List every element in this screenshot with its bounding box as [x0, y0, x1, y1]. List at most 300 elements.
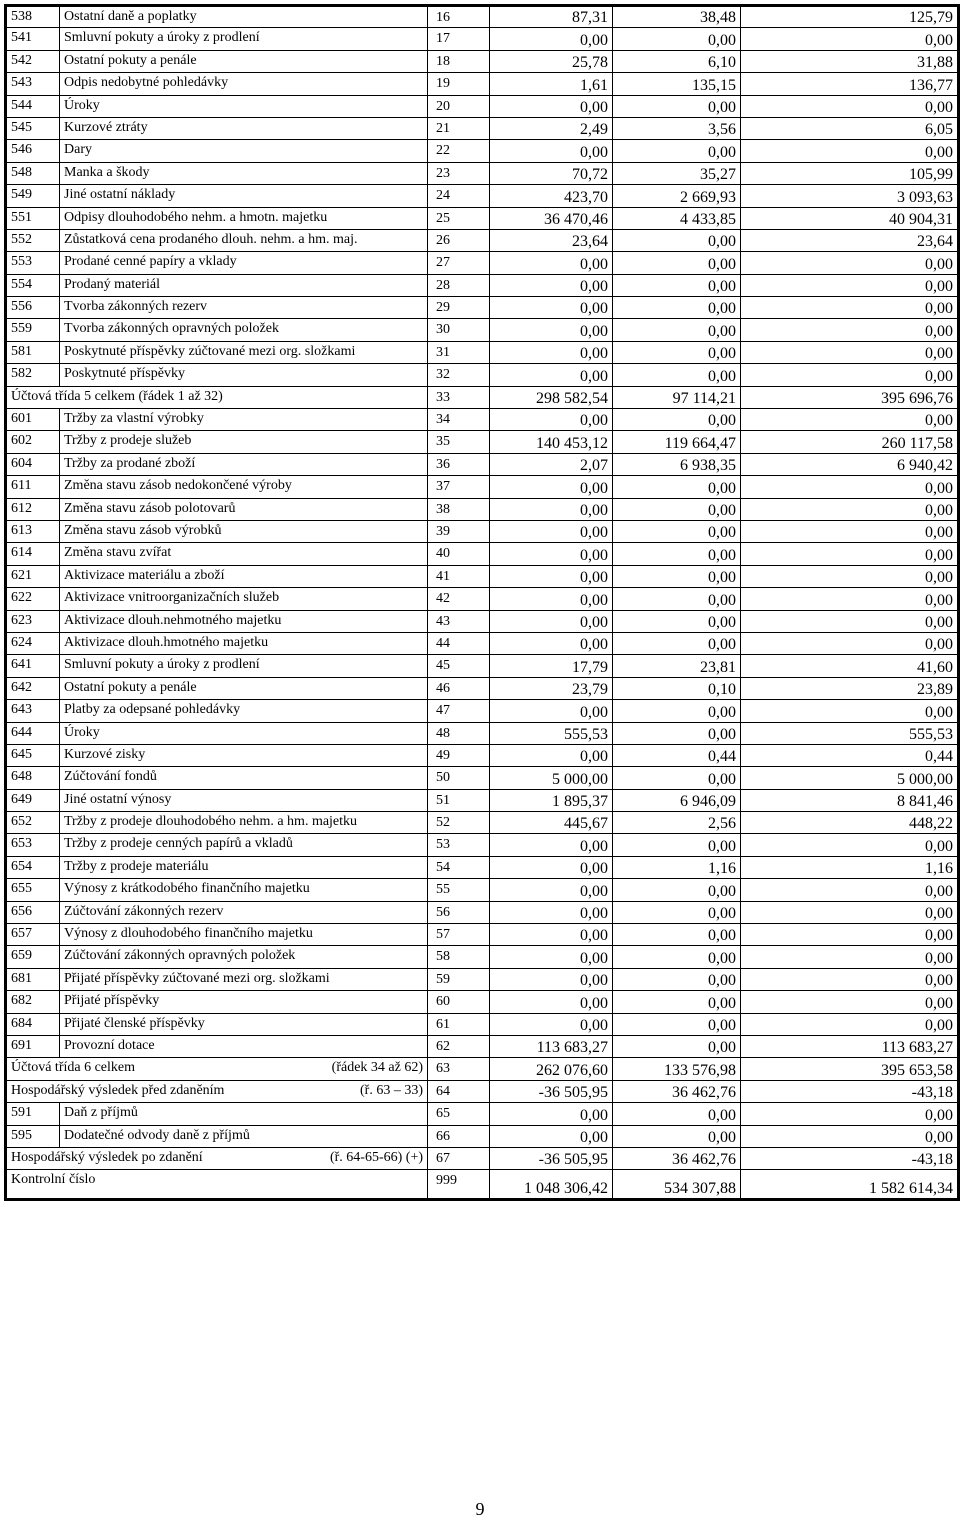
account-name-cell: Odpis nedobytné pohledávky [60, 73, 428, 95]
account-name-cell: Výnosy z dlouhodobého finančního majetku [60, 924, 428, 946]
value-cell-b: 2 669,93 [613, 185, 741, 207]
account-name-cell: Tržby z prodeje dlouhodobého nehm. a hm. majetku [60, 812, 428, 834]
value-cell-a: 555,53 [490, 722, 613, 744]
value-cell-a: 0,00 [490, 476, 613, 498]
value-cell-a: 0,00 [490, 901, 613, 923]
row-number-cell: 67 [428, 1147, 490, 1169]
page-number: 9 [475, 1499, 485, 1519]
row-number-cell: 51 [428, 789, 490, 811]
value-cell-b: 0,00 [613, 297, 741, 319]
table-row [6, 677, 959, 699]
table-row [6, 924, 959, 946]
row-number-cell: 50 [428, 767, 490, 789]
account-name-cell: Kurzové zisky [60, 744, 428, 766]
summary-label: Hospodářský výsledek před zdaněním [11, 1082, 225, 1098]
summary-label-cell [6, 1170, 428, 1200]
value-cell-a: 0,00 [490, 364, 613, 386]
value-cell-total: 395 696,76 [741, 386, 959, 408]
row-number-cell: 36 [428, 453, 490, 475]
row-number-cell: 17 [428, 28, 490, 50]
account-name-cell: Prodané cenné papíry a vklady [60, 252, 428, 274]
account-number-cell: 682 [6, 991, 60, 1013]
account-name-cell: Kurzové ztráty [60, 117, 428, 139]
table-row [6, 252, 959, 274]
account-name-cell: Tržby za vlastní výrobky [60, 409, 428, 431]
value-cell-total: 0,00 [741, 834, 959, 856]
row-number-cell: 66 [428, 1125, 490, 1147]
account-number-cell: 541 [6, 28, 60, 50]
table-row [6, 386, 959, 408]
table-row [6, 431, 959, 453]
account-number-cell: 549 [6, 185, 60, 207]
table-row [6, 341, 959, 363]
value-cell-b: 97 114,21 [613, 386, 741, 408]
value-cell-b: 0,00 [613, 968, 741, 990]
account-number-cell: 653 [6, 834, 60, 856]
summary-label: Účtová třída 5 celkem (řádek 1 až 32) [11, 388, 223, 404]
account-number-cell: 551 [6, 207, 60, 229]
value-cell-a: 0,00 [490, 543, 613, 565]
value-cell-total: 23,64 [741, 229, 959, 251]
table-row [6, 117, 959, 139]
account-number-cell: 652 [6, 812, 60, 834]
value-cell-b: 135,15 [613, 73, 741, 95]
value-cell-total: 6,05 [741, 117, 959, 139]
account-number-cell: 648 [6, 767, 60, 789]
value-cell-a: 0,00 [490, 341, 613, 363]
value-cell-total: 0,00 [741, 520, 959, 542]
account-name-cell: Aktivizace vnitroorganizačních služeb [60, 588, 428, 610]
value-cell-total: 0,00 [741, 476, 959, 498]
row-number-cell: 48 [428, 722, 490, 744]
income-statement-table [4, 4, 960, 1201]
account-name-cell: Poskytnuté příspěvky zúčtované mezi org. složkami [60, 341, 428, 363]
row-number-cell: 33 [428, 386, 490, 408]
account-number-cell: 546 [6, 140, 60, 162]
table-row [6, 207, 959, 229]
value-cell-total: 40 904,31 [741, 207, 959, 229]
table-row [6, 588, 959, 610]
value-cell-b: 6 946,09 [613, 789, 741, 811]
value-cell-total: 0,00 [741, 879, 959, 901]
value-cell-b: 0,10 [613, 677, 741, 699]
value-cell-a: 17,79 [490, 655, 613, 677]
row-number-cell: 25 [428, 207, 490, 229]
table-row [6, 543, 959, 565]
table-row [6, 767, 959, 789]
row-number-cell: 53 [428, 834, 490, 856]
account-name-cell: Dodatečné odvody daně z příjmů [60, 1125, 428, 1147]
summary-note: (řádek 34 až 62) [331, 1060, 423, 1076]
row-number-cell: 999 [428, 1170, 490, 1200]
table-row [6, 1035, 959, 1057]
value-cell-total: 0,00 [741, 95, 959, 117]
row-number-cell: 56 [428, 901, 490, 923]
value-cell-a: 5 000,00 [490, 767, 613, 789]
table-row [6, 856, 959, 878]
value-cell-total: 0,00 [741, 565, 959, 587]
value-cell-a: 262 076,60 [490, 1058, 613, 1080]
value-cell-a: 0,00 [490, 632, 613, 654]
value-cell-b: 0,00 [613, 946, 741, 968]
row-number-cell: 55 [428, 879, 490, 901]
value-cell-a: 0,00 [490, 1013, 613, 1035]
row-number-cell: 62 [428, 1035, 490, 1057]
row-number-cell: 57 [428, 924, 490, 946]
value-cell-total: 0,00 [741, 1125, 959, 1147]
value-cell-a: 0,00 [490, 946, 613, 968]
value-cell-a: 140 453,12 [490, 431, 613, 453]
row-number-cell: 30 [428, 319, 490, 341]
table-row [6, 610, 959, 632]
account-name-cell: Tržby za prodané zboží [60, 453, 428, 475]
row-number-cell: 40 [428, 543, 490, 565]
table-row [6, 946, 959, 968]
value-cell-a: 0,00 [490, 856, 613, 878]
table-row [6, 1080, 959, 1102]
value-cell-a: 445,67 [490, 812, 613, 834]
value-cell-total: 260 117,58 [741, 431, 959, 453]
value-cell-b: 0,00 [613, 409, 741, 431]
value-cell-b: 6 938,35 [613, 453, 741, 475]
value-cell-a: 0,00 [490, 252, 613, 274]
account-name-cell: Aktivizace materiálu a zboží [60, 565, 428, 587]
value-cell-a: 423,70 [490, 185, 613, 207]
account-name-cell: Poskytnuté příspěvky [60, 364, 428, 386]
value-cell-total: 0,00 [741, 700, 959, 722]
value-cell-a: 25,78 [490, 50, 613, 72]
value-cell-total: 1,16 [741, 856, 959, 878]
value-cell-a: 0,00 [490, 744, 613, 766]
value-cell-a: 0,00 [490, 968, 613, 990]
value-cell-b: 0,00 [613, 700, 741, 722]
account-number-cell: 649 [6, 789, 60, 811]
value-cell-total: 0,00 [741, 991, 959, 1013]
row-number-cell: 46 [428, 677, 490, 699]
account-number-cell: 595 [6, 1125, 60, 1147]
value-cell-total: 448,22 [741, 812, 959, 834]
account-name-cell: Ostatní daně a poplatky [60, 6, 428, 28]
row-number-cell: 35 [428, 431, 490, 453]
value-cell-b: 0,44 [613, 744, 741, 766]
value-cell-a: 0,00 [490, 140, 613, 162]
table-row [6, 812, 959, 834]
value-cell-total: 0,00 [741, 274, 959, 296]
value-cell-total: 23,89 [741, 677, 959, 699]
account-name-cell: Aktivizace dlouh.hmotného majetku [60, 632, 428, 654]
value-cell-total: 0,00 [741, 632, 959, 654]
account-number-cell: 643 [6, 700, 60, 722]
account-number-cell: 591 [6, 1103, 60, 1125]
value-cell-b: 6,10 [613, 50, 741, 72]
summary-label-cell [6, 1058, 428, 1080]
table-row [6, 229, 959, 251]
value-cell-b: 0,00 [613, 588, 741, 610]
account-name-cell: Tržby z prodeje cenných papírů a vkladů [60, 834, 428, 856]
value-cell-a: 0,00 [490, 879, 613, 901]
table-row [6, 879, 959, 901]
value-cell-b: 0,00 [613, 319, 741, 341]
value-cell-total: 0,00 [741, 28, 959, 50]
value-cell-total: 0,00 [741, 946, 959, 968]
row-number-cell: 16 [428, 6, 490, 28]
row-number-cell: 43 [428, 610, 490, 632]
value-cell-a: 0,00 [490, 610, 613, 632]
table-row [6, 185, 959, 207]
row-number-cell: 29 [428, 297, 490, 319]
row-number-cell: 23 [428, 162, 490, 184]
row-number-cell: 39 [428, 520, 490, 542]
value-cell-total: 0,00 [741, 297, 959, 319]
value-cell-a: 2,49 [490, 117, 613, 139]
account-name-cell: Tržby z prodeje materiálu [60, 856, 428, 878]
account-number-cell: 624 [6, 632, 60, 654]
row-number-cell: 37 [428, 476, 490, 498]
value-cell-b: 0,00 [613, 252, 741, 274]
account-number-cell: 581 [6, 341, 60, 363]
account-name-cell: Úroky [60, 95, 428, 117]
table-row [6, 319, 959, 341]
value-cell-a: 298 582,54 [490, 386, 613, 408]
account-name-cell: Smluvní pokuty a úroky z prodlení [60, 28, 428, 50]
row-number-cell: 27 [428, 252, 490, 274]
value-cell-total: 0,00 [741, 252, 959, 274]
summary-note: (ř. 63 – 33) [360, 1082, 423, 1098]
value-cell-a: 70,72 [490, 162, 613, 184]
value-cell-b: 36 462,76 [613, 1147, 741, 1169]
account-number-cell: 545 [6, 117, 60, 139]
row-number-cell: 21 [428, 117, 490, 139]
value-cell-total: 5 000,00 [741, 767, 959, 789]
account-name-cell: Ostatní pokuty a penále [60, 677, 428, 699]
value-cell-total: 113 683,27 [741, 1035, 959, 1057]
table-row [6, 834, 959, 856]
value-cell-a: 36 470,46 [490, 207, 613, 229]
summary-label-cell [6, 1147, 428, 1169]
account-name-cell: Přijaté příspěvky zúčtované mezi org. složkami [60, 968, 428, 990]
table-row [6, 901, 959, 923]
row-number-cell: 52 [428, 812, 490, 834]
value-cell-total: 8 841,46 [741, 789, 959, 811]
account-name-cell: Změna stavu zásob nedokončené výroby [60, 476, 428, 498]
value-cell-a: 1 048 306,42 [490, 1170, 613, 1200]
account-name-cell: Tvorba zákonných rezerv [60, 297, 428, 319]
summary-note: (ř. 64-65-66) (+) [329, 1149, 423, 1165]
value-cell-b: 0,00 [613, 498, 741, 520]
value-cell-b: 36 462,76 [613, 1080, 741, 1102]
value-cell-b: 0,00 [613, 341, 741, 363]
value-cell-b: 0,00 [613, 476, 741, 498]
account-number-cell: 684 [6, 1013, 60, 1035]
table-row [6, 364, 959, 386]
row-number-cell: 22 [428, 140, 490, 162]
account-number-cell: 552 [6, 229, 60, 251]
value-cell-total: 0,00 [741, 498, 959, 520]
row-number-cell: 54 [428, 856, 490, 878]
account-number-cell: 641 [6, 655, 60, 677]
table-row [6, 1058, 959, 1080]
row-number-cell: 41 [428, 565, 490, 587]
row-number-cell: 42 [428, 588, 490, 610]
account-name-cell: Tržby z prodeje služeb [60, 431, 428, 453]
table-row [6, 722, 959, 744]
value-cell-b: 0,00 [613, 1125, 741, 1147]
value-cell-b: 0,00 [613, 632, 741, 654]
value-cell-b: 0,00 [613, 610, 741, 632]
value-cell-total: 0,00 [741, 588, 959, 610]
value-cell-b: 1,16 [613, 856, 741, 878]
account-name-cell: Daň z příjmů [60, 1103, 428, 1125]
row-number-cell: 58 [428, 946, 490, 968]
account-number-cell: 654 [6, 856, 60, 878]
account-name-cell: Zůstatková cena prodaného dlouh. nehm. a hm. maj. [60, 229, 428, 251]
account-number-cell: 614 [6, 543, 60, 565]
table-row [6, 1103, 959, 1125]
value-cell-a: 0,00 [490, 520, 613, 542]
row-number-cell: 64 [428, 1080, 490, 1102]
account-number-cell: 645 [6, 744, 60, 766]
value-cell-b: 0,00 [613, 565, 741, 587]
value-cell-b: 133 576,98 [613, 1058, 741, 1080]
account-name-cell: Aktivizace dlouh.nehmotného majetku [60, 610, 428, 632]
value-cell-total: 125,79 [741, 6, 959, 28]
account-name-cell: Smluvní pokuty a úroky z prodlení [60, 655, 428, 677]
value-cell-b: 0,00 [613, 229, 741, 251]
row-number-cell: 34 [428, 409, 490, 431]
row-number-cell: 32 [428, 364, 490, 386]
value-cell-total: 0,00 [741, 543, 959, 565]
table-row [6, 520, 959, 542]
value-cell-a: 2,07 [490, 453, 613, 475]
account-name-cell: Úroky [60, 722, 428, 744]
row-number-cell: 47 [428, 700, 490, 722]
account-name-cell: Jiné ostatní výnosy [60, 789, 428, 811]
value-cell-a: 0,00 [490, 588, 613, 610]
value-cell-total: 0,00 [741, 1103, 959, 1125]
account-name-cell: Manka a škody [60, 162, 428, 184]
table-row [6, 50, 959, 72]
table-row [6, 409, 959, 431]
value-cell-total: 6 940,42 [741, 453, 959, 475]
account-name-cell: Platby za odepsané pohledávky [60, 700, 428, 722]
value-cell-a: 1,61 [490, 73, 613, 95]
summary-label: Kontrolní číslo [11, 1172, 96, 1188]
account-name-cell: Provozní dotace [60, 1035, 428, 1057]
value-cell-b: 0,00 [613, 274, 741, 296]
value-cell-b: 0,00 [613, 95, 741, 117]
value-cell-b: 0,00 [613, 1103, 741, 1125]
account-name-cell: Tvorba zákonných opravných položek [60, 319, 428, 341]
account-name-cell: Přijaté členské příspěvky [60, 1013, 428, 1035]
value-cell-a: 0,00 [490, 498, 613, 520]
value-cell-a: 0,00 [490, 700, 613, 722]
value-cell-total: 0,44 [741, 744, 959, 766]
value-cell-b: 0,00 [613, 1013, 741, 1035]
table-row [6, 140, 959, 162]
value-cell-b: 0,00 [613, 1035, 741, 1057]
value-cell-total: 0,00 [741, 968, 959, 990]
table-row [6, 95, 959, 117]
value-cell-b: 38,48 [613, 6, 741, 28]
value-cell-b: 534 307,88 [613, 1170, 741, 1200]
value-cell-total: 555,53 [741, 722, 959, 744]
table-row [6, 700, 959, 722]
value-cell-b: 119 664,47 [613, 431, 741, 453]
value-cell-total: -43,18 [741, 1147, 959, 1169]
summary-label: Hospodářský výsledek po zdanění [11, 1149, 203, 1165]
account-number-cell: 621 [6, 565, 60, 587]
value-cell-b: 0,00 [613, 722, 741, 744]
row-number-cell: 31 [428, 341, 490, 363]
summary-label-cell [6, 1080, 428, 1102]
value-cell-b: 0,00 [613, 140, 741, 162]
value-cell-a: 0,00 [490, 297, 613, 319]
account-number-cell: 556 [6, 297, 60, 319]
account-number-cell: 691 [6, 1035, 60, 1057]
value-cell-b: 0,00 [613, 28, 741, 50]
value-cell-a: 0,00 [490, 409, 613, 431]
account-number-cell: 601 [6, 409, 60, 431]
account-number-cell: 655 [6, 879, 60, 901]
account-number-cell: 542 [6, 50, 60, 72]
value-cell-b: 0,00 [613, 901, 741, 923]
row-number-cell: 19 [428, 73, 490, 95]
account-number-cell: 659 [6, 946, 60, 968]
value-cell-total: 0,00 [741, 610, 959, 632]
table-row [6, 655, 959, 677]
value-cell-a: 0,00 [490, 1103, 613, 1125]
account-name-cell: Ostatní pokuty a penále [60, 50, 428, 72]
value-cell-a: 1 895,37 [490, 789, 613, 811]
row-number-cell: 26 [428, 229, 490, 251]
account-name-cell: Zúčtování fondů [60, 767, 428, 789]
value-cell-b: 0,00 [613, 924, 741, 946]
row-number-cell: 28 [428, 274, 490, 296]
summary-label: Účtová třída 6 celkem [11, 1060, 136, 1076]
value-cell-a: 0,00 [490, 834, 613, 856]
value-cell-a: 0,00 [490, 274, 613, 296]
account-number-cell: 622 [6, 588, 60, 610]
value-cell-a: 0,00 [490, 95, 613, 117]
account-number-cell: 544 [6, 95, 60, 117]
table-row [6, 1013, 959, 1035]
value-cell-total: 41,60 [741, 655, 959, 677]
value-cell-b: 0,00 [613, 991, 741, 1013]
value-cell-total: 31,88 [741, 50, 959, 72]
table-row [6, 1147, 959, 1169]
account-number-cell: 602 [6, 431, 60, 453]
account-name-cell: Jiné ostatní náklady [60, 185, 428, 207]
account-number-cell: 538 [6, 6, 60, 28]
row-number-cell: 65 [428, 1103, 490, 1125]
account-number-cell: 559 [6, 319, 60, 341]
account-number-cell: 548 [6, 162, 60, 184]
value-cell-a: 0,00 [490, 319, 613, 341]
row-number-cell: 44 [428, 632, 490, 654]
table-row [6, 6, 959, 28]
account-number-cell: 604 [6, 453, 60, 475]
value-cell-total: 395 653,58 [741, 1058, 959, 1080]
value-cell-b: 0,00 [613, 879, 741, 901]
value-cell-total: 0,00 [741, 409, 959, 431]
value-cell-total: 0,00 [741, 319, 959, 341]
row-number-cell: 45 [428, 655, 490, 677]
value-cell-total: 1 582 614,34 [741, 1170, 959, 1200]
account-name-cell: Přijaté příspěvky [60, 991, 428, 1013]
value-cell-a: -36 505,95 [490, 1080, 613, 1102]
value-cell-b: 35,27 [613, 162, 741, 184]
account-name-cell: Změna stavu zásob výrobků [60, 520, 428, 542]
